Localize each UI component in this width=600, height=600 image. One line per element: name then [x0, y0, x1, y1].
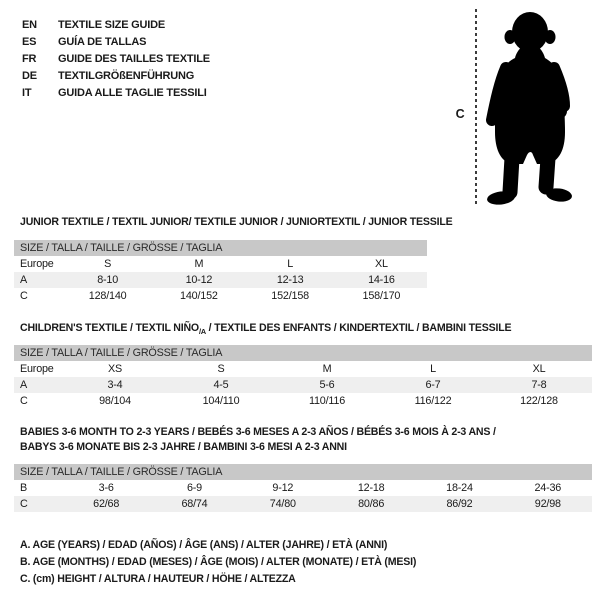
- cell: 68/74: [181, 498, 208, 511]
- table-row-height: [14, 393, 592, 409]
- cell: 158/170: [362, 290, 401, 303]
- language-title-list: [22, 16, 210, 102]
- table-row-height: [14, 496, 592, 512]
- lang-code: ES: [22, 35, 37, 48]
- table-row-height: [14, 288, 427, 304]
- row-label: C: [20, 498, 28, 511]
- lang-title: GUIDA ALLE TAGLIE TESSILI: [58, 87, 207, 100]
- cell: 86/92: [446, 498, 473, 511]
- cell: 128/140: [88, 290, 127, 303]
- cell: 24-36: [534, 482, 562, 495]
- table-row-sizes: [14, 256, 427, 272]
- height-measure-dotted-line: [475, 9, 477, 207]
- cell: 110/116: [308, 395, 346, 408]
- junior-section-title: JUNIOR TEXTILE / TEXTIL JUNIOR/ TEXTILE JUNIOR / JUNIORTEXTIL / JUNIOR TESSILE: [20, 216, 453, 228]
- lang-code: EN: [22, 18, 37, 31]
- children-size-table: [14, 345, 592, 410]
- cell: 92/98: [534, 498, 561, 511]
- table-row-age: [14, 377, 592, 393]
- cell: 4-5: [213, 379, 229, 392]
- lang-row-de: [22, 68, 210, 85]
- cell: 14-16: [368, 274, 395, 287]
- cell: 62/68: [93, 498, 120, 511]
- table-row-age-months: [14, 480, 592, 496]
- size-col: XL: [374, 258, 388, 271]
- row-label: A: [20, 379, 28, 392]
- lang-row-en: [22, 16, 210, 33]
- cell: 74/80: [269, 498, 296, 511]
- note-age-years: A. AGE (YEARS) / EDAD (AÑOS) / ÂGE (ANS) / ALTER (JAHRE) / ETÀ (ANNI): [20, 538, 388, 551]
- size-col: M: [194, 258, 204, 271]
- row-label: C: [20, 290, 28, 303]
- row-label: A: [20, 274, 28, 287]
- lang-code: FR: [22, 52, 37, 65]
- cell: 12-13: [276, 274, 304, 287]
- babies-section-title-line2: BABYS 3-6 MONATE BIS 2-3 JAHRE / BAMBINI 3-6 MESI A 2-3 ANNI: [20, 441, 347, 453]
- size-header-band: SIZE / TALLA / TAILLE / GRÖSSE / TAGLIA: [14, 464, 592, 480]
- lang-row-es: [22, 33, 210, 50]
- row-label: C: [20, 395, 28, 408]
- cell: 122/128: [520, 395, 558, 408]
- cell: 9-12: [272, 482, 294, 495]
- row-label: B: [20, 482, 28, 495]
- size-col: S: [104, 258, 112, 271]
- lang-row-it: [22, 85, 210, 102]
- cell: 7-8: [531, 379, 547, 392]
- size-col: L: [430, 363, 436, 376]
- cell: 98/104: [99, 395, 131, 408]
- lang-title: TEXTILE SIZE GUIDE: [58, 18, 166, 31]
- cell: 116/122: [414, 395, 452, 408]
- table-row-sizes: [14, 361, 592, 377]
- cell: 6-9: [186, 482, 202, 495]
- lang-row-fr: [22, 50, 210, 67]
- note-age-months: B. AGE (MONTHS) / EDAD (MESES) / ÂGE (MOIS) / ALTER (MONATE) / ETÀ (MESI): [20, 555, 417, 568]
- toddler-silhouette-icon: [481, 8, 577, 208]
- size-col: XS: [107, 363, 122, 376]
- cell: 12-18: [357, 482, 385, 495]
- size-col: M: [322, 363, 332, 376]
- babies-section-title-line1: BABIES 3-6 MONTH TO 2-3 YEARS / BEBÉS 3-6 MESES A 2-3 AÑOS / BÉBÉS 3-6 MOIS À 2-3 ANS /: [20, 426, 496, 438]
- cell: 140/152: [180, 290, 218, 303]
- lang-title: GUIDE DES TAILLES TEXTILE: [58, 52, 210, 65]
- cell: 5-6: [319, 379, 335, 392]
- cell: 6-7: [425, 379, 441, 392]
- cell: 152/158: [271, 290, 309, 303]
- size-header-band: SIZE / TALLA / TAILLE / GRÖSSE / TAGLIA: [14, 345, 592, 361]
- size-col: XL: [532, 363, 546, 376]
- note-height-cm: C. (cm) HEIGHT / ALTURA / HAUTEUR / HÖHE / ALTEZZA: [20, 573, 296, 586]
- legend-notes: [20, 536, 416, 588]
- row-label: Europe: [20, 258, 54, 271]
- junior-size-table: [14, 240, 427, 305]
- row-label: Europe: [20, 363, 54, 376]
- size-col: S: [217, 363, 225, 376]
- lang-code: IT: [22, 87, 32, 100]
- lang-title: TEXTILGRÖßENFÜHRUNG: [58, 70, 195, 83]
- children-title-sub: /A: [198, 327, 206, 337]
- cell: 80/86: [358, 498, 385, 511]
- cell: 18-24: [446, 482, 473, 495]
- size-col: L: [287, 258, 294, 271]
- lang-code: DE: [22, 70, 37, 83]
- children-title-main: CHILDREN'S TEXTILE / TEXTIL NIÑO: [20, 322, 199, 334]
- children-section-title: [20, 322, 511, 336]
- cell: 10-12: [185, 274, 213, 287]
- children-title-rest: / TEXTILE DES ENFANTS / KINDERTEXTIL / BAMBINI TESSILE: [205, 322, 512, 334]
- cell: 3-6: [98, 482, 114, 495]
- babies-size-table: [14, 464, 592, 512]
- cell: 3-4: [107, 379, 123, 392]
- table-row-age: [14, 272, 427, 288]
- lang-title: GUÍA DE TALLAS: [58, 35, 147, 48]
- size-header-band: SIZE / TALLA / TAILLE / GRÖSSE / TAGLIA: [14, 240, 427, 256]
- cell: 8-10: [97, 274, 119, 287]
- height-measure-label: C: [455, 107, 465, 121]
- cell: 104/110: [202, 395, 240, 408]
